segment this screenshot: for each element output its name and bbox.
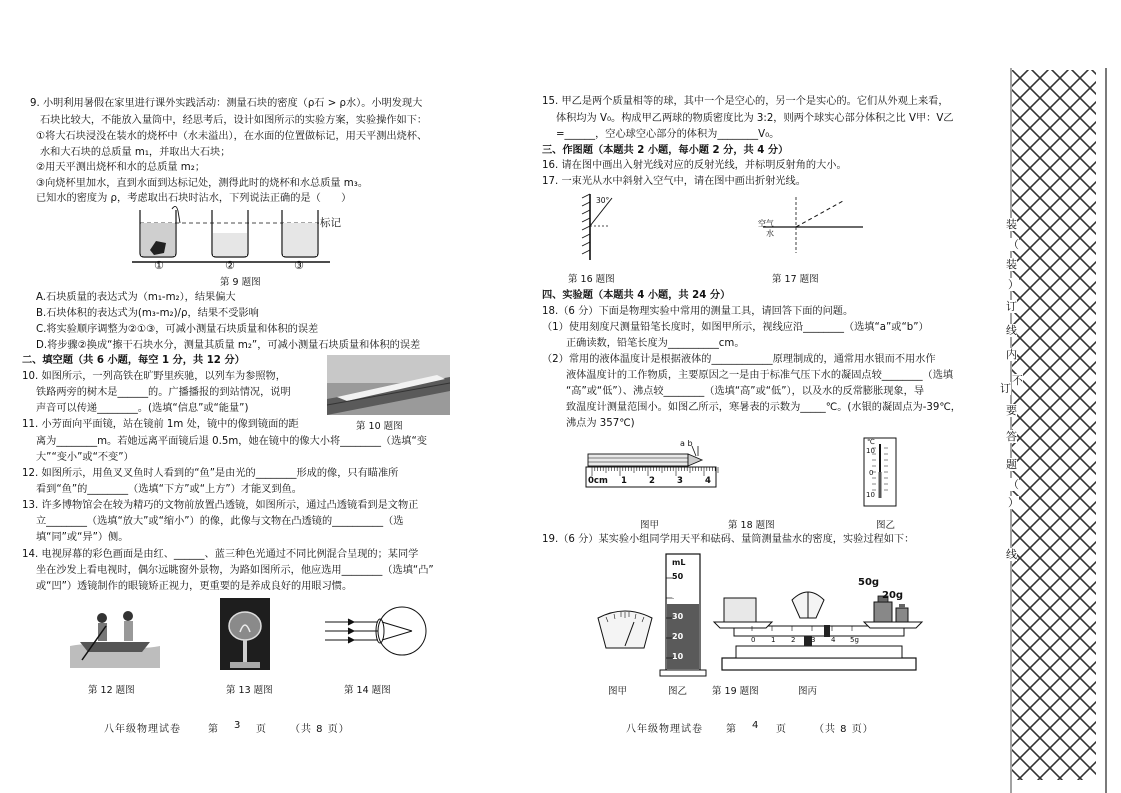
fig19-cyl-tick-20: 20 <box>672 632 684 641</box>
fig9-mark-label: 标记 <box>320 217 341 229</box>
binding-char-paren-close-2: ） <box>1008 496 1019 509</box>
binding-char-xian-2: 线 <box>1006 548 1017 561</box>
fig18-yi-label: 图乙 <box>876 520 896 531</box>
fig19-scale-tick-4: 4 <box>831 636 836 644</box>
fig19-caption: 第 19 题图 <box>712 686 759 697</box>
footer-total: （共 8 页） <box>814 724 874 735</box>
fig18-jia-label: 图甲 <box>640 520 660 531</box>
q9-line-7: 已知水的密度为 ρ，考虑取出石块时沾水，下列说法正确的是（ ） <box>36 193 352 204</box>
fig19-scale-tick-5g: 5g <box>850 636 859 644</box>
footer-total: （共 8 页） <box>290 724 350 735</box>
fig17-caption: 第 17 题图 <box>772 274 819 285</box>
fig19-scale-tick-0: 0 <box>751 636 756 644</box>
fig12-caption: 第 12 题图 <box>88 685 135 696</box>
q13-line-3: 填“同”或“异”）侧。 <box>36 532 129 543</box>
q14-line-2: 坐在沙发上看电视时，偶尔远眺窗外景物，为路如图所示，他应选用________（选填“凸” <box>36 565 434 576</box>
fig14-caption: 第 14 题图 <box>344 685 391 696</box>
binding-char-nei: 内 <box>1006 348 1017 361</box>
fig10-train-photo <box>327 355 450 415</box>
binding-char-ding-2: 订 <box>1000 382 1011 395</box>
fig18-ab-labels: a b <box>680 439 693 448</box>
fig18-ruler-tick-1: 1 <box>621 476 627 486</box>
q9-option-b: B.石块体积的表达式为(m₃-m₂)/ρ，结果不受影响 <box>36 308 259 319</box>
binding-char-bu: 不 <box>1012 374 1023 387</box>
fig18-therm-tick-mid: 0 <box>869 469 874 477</box>
fig16-caption: 第 16 题图 <box>568 274 615 285</box>
q9-line-6: ③向烧杯里加水，直到水面到达标记处，测得此时的烧杯和水总质量 m₃。 <box>36 178 369 189</box>
fig9-num-2: ② <box>225 259 235 272</box>
fig19-bing-label: 图丙 <box>798 686 818 697</box>
q17-line: 17. 一束光从水中斜射入空气中，请在图中画出折射光线。 <box>542 176 806 187</box>
fig19-scale-tick-3: 3 <box>811 636 816 644</box>
binding-char-ding: 订 <box>1006 300 1017 313</box>
q14-line-1: 14. 电视屏幕的彩色画面是由红、______、蓝三种色光通过不同比例混合呈现的；某同学 <box>22 549 419 560</box>
fig12-fishing-boat <box>70 598 160 668</box>
q15-line-1: 15. 甲乙是两个质量相等的球，其中一个是空心的，另一个是实心的。它们从外观上来看， <box>542 96 949 107</box>
binding-char-ti: 题 <box>1006 458 1017 471</box>
q9-option-c: C.将实验顺序调整为②①③，可减小测量石块质量和体积的误差 <box>36 324 319 335</box>
q11-line-2: 离为________m。若她远离平面镜后退 0.5m，她在镜中的像大小将________（选填“变 <box>36 436 427 447</box>
binding-char-paren-open-2: （ <box>1008 478 1019 491</box>
fig18-ruler-tick-0: 0cm <box>588 476 608 486</box>
fig18-ruler-tick-2: 2 <box>649 476 655 486</box>
q18-part2-line-2: 液体温度计的工作物质，主要原因之一是由于标准气压下水的凝固点较________（选填 <box>566 370 954 381</box>
q11-line-3: 大”“变小”或“不变”） <box>36 452 134 463</box>
binding-char-yao: 要 <box>1006 404 1017 417</box>
q16-line: 16. 请在图中画出入射光线对应的反射光线，并标明反射角的大小。 <box>542 160 847 171</box>
q9-line-1: 9. 小明利用暑假在家里进行课外实践活动：测量石块的密度（ρ石 > ρ水）。小明发现大 <box>30 98 423 109</box>
q15-line-2: 体积均为 V₀。构成甲乙两球的物质密度比为 3:2，则两个球实心部分体积之比 V甲：V乙 <box>556 113 954 124</box>
binding-margin <box>1000 68 1116 793</box>
fig16-angle-label: 30° <box>596 196 610 205</box>
fig19-weight-50g: 50g <box>858 577 880 588</box>
binding-char-zhuang-2: 装 <box>1006 258 1017 271</box>
fig18-caption: 第 18 题图 <box>728 520 775 531</box>
fig9-num-1: ① <box>154 259 164 272</box>
fig19-ml-unit: mL <box>672 558 686 567</box>
q18-part2-line-3: “高”或“低”）、沸点较________（选填“高”或“低”），以及水的反常膨胀现象，导 <box>566 386 925 397</box>
fig19-cyl-tick-30: 30 <box>672 612 684 621</box>
right-page <box>522 0 1010 793</box>
fig19-weight-20g: 20g <box>882 590 904 601</box>
fig17-refraction-diagram <box>758 195 868 255</box>
footer-di: 第 <box>726 724 737 735</box>
fig19-yi-label: 图乙 <box>668 686 688 697</box>
q12-line-1: 12. 如图所示，用鱼叉叉鱼时人看到的“鱼”是由光的________形成的像，只有瞄准所 <box>22 468 399 479</box>
binding-char-zhuang-1: 装 <box>1006 218 1017 231</box>
fig9-num-3: ③ <box>294 259 304 272</box>
q18-part1-line-1: （1）使用刻度尺测量铅笔长度时，如图甲所示，视线应沿________（选填“a”或“b”） <box>542 322 929 333</box>
q9-line-4: 水和大石块的总质量 m₁，并取出大石块； <box>40 147 231 158</box>
q18-part2-line-5: 沸点为 357℃) <box>566 418 635 429</box>
fig10-caption: 第 10 题图 <box>356 421 403 432</box>
q9-line-2: 石块比较大，不能放入量筒中，经思考后，设计如图所示的实验方案，实验操作如下： <box>40 115 428 126</box>
q11-line-1: 11. 小芳面向平面镜，站在镜前 1m 处，镜中的像到镜面的距 <box>22 419 299 430</box>
q10-line-1: 10. 如图所示，一列高铁在旷野里疾驰，以列车为参照物， <box>22 371 286 382</box>
fig18-therm-unit: ℃ <box>867 438 875 446</box>
binding-char-xian: 线 <box>1006 324 1017 337</box>
q18-part2-line-1: （2）常用的液体温度计是根据液体的____________原理制成的，通常用水银而不用水作 <box>542 354 936 365</box>
fig13-lens-photo <box>220 598 270 670</box>
section-3-heading: 三、作图题（本题共 2 小题，每小题 2 分，共 4 分） <box>542 145 789 156</box>
footer-page-number: 4 <box>752 720 760 731</box>
fig19-balance-pointer <box>594 608 656 650</box>
fig9-caption: 第 9 题图 <box>220 277 261 288</box>
fig18-ruler-tick-3: 3 <box>677 476 683 486</box>
fig14-eye-diagram <box>320 600 430 662</box>
q10-line-3: 声音可以传递________。(选填“信息”或“能量”) <box>36 403 249 414</box>
section-2-heading: 二、填空题（共 6 小题，每空 1 分，共 12 分） <box>22 355 245 366</box>
fig19-cyl-tick-40: 40 <box>672 592 684 601</box>
fig17-water-label: 水 <box>766 229 774 238</box>
footer-page-number: 3 <box>234 720 242 731</box>
fig19-cyl-tick-50: 50 <box>672 572 684 581</box>
binding-char-da: 答 <box>1006 430 1017 443</box>
q9-option-d: D.将步骤②换成“擦干石块水分，测量其质量 m₂”，可减小测量石块质量和体积的误差 <box>36 340 421 351</box>
fig19-jia-label: 图甲 <box>608 686 628 697</box>
fig13-caption: 第 13 题图 <box>226 685 273 696</box>
fig19-cyl-tick-10: 10 <box>672 652 684 661</box>
footer-ye: 页 <box>776 724 787 735</box>
q19-intro: 19.（6 分）某实验小组同学用天平和砝码、量筒测量盐水的密度，实验过程如下： <box>542 534 915 545</box>
q13-line-2: 立________（选填“放大”或“缩小”）的像，此像与文物在凸透镜的__________（选 <box>36 516 404 527</box>
q18-part2-line-4: 致温度计测量范围小。如图乙所示，寒暑表的示数为_____℃。(水银的凝固点为-39℃， <box>566 402 961 413</box>
footer-ye: 页 <box>256 724 267 735</box>
q9-option-a: A.石块质量的表达式为（m₁-m₂），结果偏大 <box>36 292 236 303</box>
q15-line-3: =______，空心球空心部分的体积为________V₀。 <box>556 129 780 140</box>
fig17-air-label: 空气 <box>758 219 774 228</box>
fig19-scale-tick-2: 2 <box>791 636 796 644</box>
binding-char-paren-close: ） <box>1008 278 1019 291</box>
footer-di: 第 <box>208 724 219 735</box>
fig18-therm-tick-top: 10 <box>866 447 875 455</box>
q18-intro: 18.（6 分）下面是物理实验中常用的测量工具，请回答下面的问题。 <box>542 306 854 317</box>
fig18-ruler-pencil <box>584 440 720 496</box>
q13-line-1: 13. 许多博物馆会在较为精巧的文物前放置凸透镜，如图所示，通过凸透镜看到是文物正 <box>22 500 419 511</box>
left-page <box>0 0 520 793</box>
section-4-heading: 四、实验题（本题共 4 小题，共 24 分） <box>542 290 731 301</box>
q9-line-5: ②用天平测出烧杯和水的总质量 m₂； <box>36 162 206 173</box>
fig18-therm-tick-bot: 10 <box>866 491 875 499</box>
fig19-scale-tick-1: 1 <box>771 636 776 644</box>
q12-line-2: 看到“鱼”的________（选填“下方”或“上方”）才能叉到鱼。 <box>36 484 302 495</box>
footer-title: 八年级物理试卷 <box>104 724 181 735</box>
binding-lattice <box>1010 68 1116 793</box>
q10-line-2: 铁路两旁的树木是______的。广播播报的到站情况，说明 <box>36 387 291 398</box>
q14-line-3: 或“凹”）透镜制作的眼镜矫正视力，更重要的是养成良好的用眼习惯。 <box>36 581 353 592</box>
q18-part1-line-2: 正确读数，铅笔长度为__________cm。 <box>566 338 745 349</box>
footer-title: 八年级物理试卷 <box>626 724 703 735</box>
q9-line-3: ①将大石块浸没在装水的烧杯中（水未溢出），在水面的位置做标记，用天平测出烧杯、 <box>36 131 428 142</box>
binding-char-paren-open: （ <box>1008 238 1019 251</box>
fig18-ruler-tick-4: 4 <box>705 476 711 486</box>
